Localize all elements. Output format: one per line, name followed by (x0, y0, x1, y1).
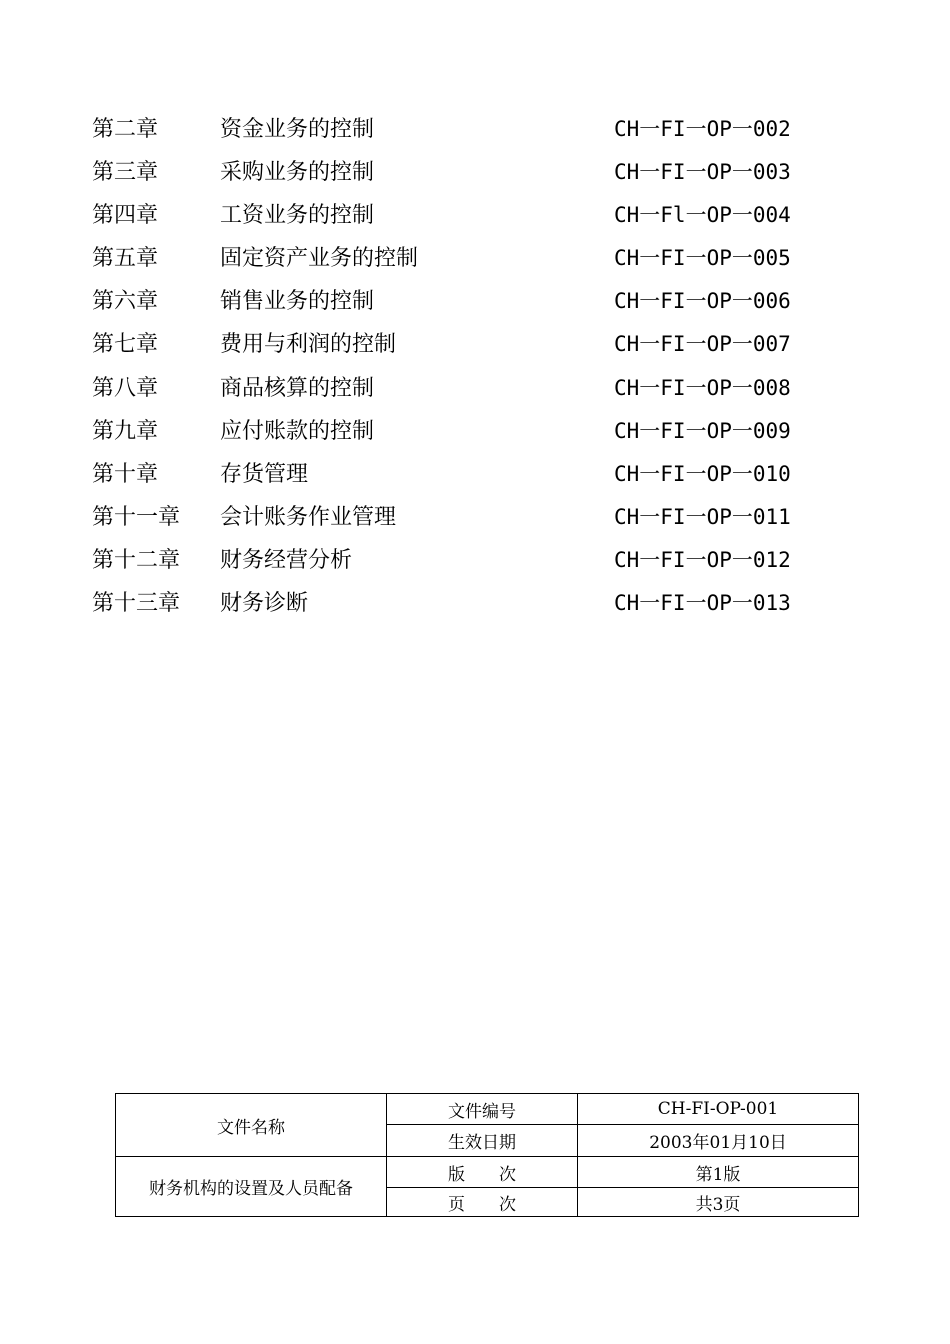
toc-code: CH一FI一OP一013 (614, 591, 791, 616)
pages-label: 页 次 (387, 1188, 578, 1217)
toc-title: 采购业务的控制 (220, 160, 375, 186)
toc-code: CH一FI一OP一003 (614, 160, 791, 185)
effective-date-value: 2003年01月10日 (578, 1125, 859, 1157)
file-no-value: CH-FI-OP-001 (578, 1094, 859, 1125)
toc-code: CH一FI一OP一002 (614, 117, 791, 141)
toc-row[interactable] (92, 280, 832, 323)
toc-title: 存货管理 (220, 461, 309, 487)
toc-title: 资金业务的控制 (220, 117, 375, 142)
toc-chapter: 第三章 (92, 160, 159, 186)
toc-code: CH一Fl一OP一004 (614, 203, 791, 228)
toc-row[interactable] (92, 323, 832, 366)
toc-chapter: 第六章 (92, 289, 159, 315)
toc-chapter: 第五章 (92, 246, 159, 272)
toc-row[interactable] (92, 453, 832, 496)
toc-title: 财务诊断 (220, 591, 309, 617)
toc-row[interactable] (92, 582, 832, 625)
toc-title: 应付账款的控制 (220, 418, 375, 444)
toc-row[interactable] (92, 367, 832, 410)
effective-date-label: 生效日期 (387, 1125, 578, 1157)
toc-title: 商品核算的控制 (220, 375, 375, 401)
document-info-table (115, 1093, 859, 1217)
toc-title: 财务经营分析 (220, 547, 353, 573)
toc-row[interactable] (92, 539, 832, 582)
toc-title: 会计账务作业管理 (220, 504, 397, 530)
toc-code: CH一FI一OP一006 (614, 289, 791, 314)
toc-chapter: 第二章 (92, 117, 159, 142)
toc-title: 费用与利润的控制 (220, 332, 397, 358)
toc-title: 固定资产业务的控制 (220, 246, 419, 272)
toc-code: CH一FI一OP一008 (614, 375, 791, 400)
toc-code: CH一FI一OP一007 (614, 332, 791, 357)
toc-chapter: 第十一章 (92, 504, 181, 530)
edition-label: 版 次 (387, 1157, 578, 1188)
toc-chapter: 第十二章 (92, 547, 181, 573)
toc-code: CH一FI一OP一009 (614, 418, 791, 443)
toc-chapter: 第九章 (92, 418, 159, 444)
toc-row[interactable] (92, 151, 832, 194)
toc-row[interactable] (92, 108, 832, 151)
pages-value: 共3页 (578, 1188, 859, 1217)
toc-chapter: 第十三章 (92, 591, 181, 617)
toc-chapter: 第十章 (92, 461, 159, 487)
toc-code: CH一FI一OP一012 (614, 547, 791, 572)
file-no-label: 文件编号 (387, 1094, 578, 1125)
file-name-label: 文件名称 (116, 1094, 387, 1157)
toc-code: CH一FI一OP一011 (614, 504, 791, 529)
edition-value: 第1版 (578, 1157, 859, 1188)
toc-row[interactable] (92, 237, 832, 280)
table-of-contents (92, 108, 832, 625)
toc-title: 工资业务的控制 (220, 203, 375, 229)
file-name-value: 财务机构的设置及人员配备 (116, 1157, 387, 1217)
toc-row[interactable] (92, 410, 832, 453)
toc-chapter: 第七章 (92, 332, 159, 358)
toc-row[interactable] (92, 194, 832, 237)
toc-chapter: 第四章 (92, 203, 159, 229)
toc-row[interactable] (92, 496, 832, 539)
toc-title: 销售业务的控制 (220, 289, 375, 315)
toc-code: CH一FI一OP一005 (614, 246, 791, 271)
toc-code: CH一FI一OP一010 (614, 461, 791, 486)
toc-chapter: 第八章 (92, 375, 159, 401)
